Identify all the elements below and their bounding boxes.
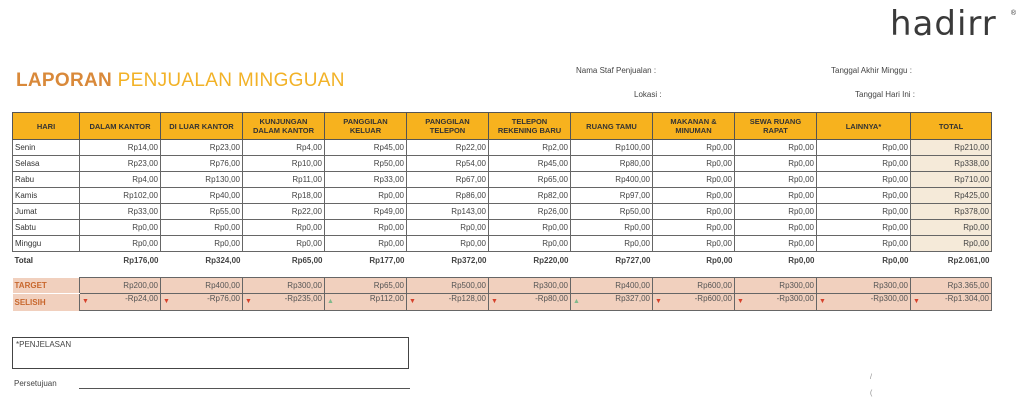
value-cell: Rp0,00	[653, 140, 735, 156]
value-cell: Rp11,00	[243, 172, 325, 188]
report-title	[16, 70, 345, 92]
approval-signature-line	[79, 388, 410, 389]
arrow-down-icon: ▼	[82, 298, 89, 305]
location-label: Lokasi :	[634, 90, 662, 99]
value-cell: Rp0,00	[817, 172, 911, 188]
target-cell: Rp300,00	[817, 278, 911, 294]
brand-logo	[890, 4, 1020, 44]
difference-cell	[325, 294, 407, 311]
value-cell: Rp0,00	[653, 236, 735, 252]
table-row	[13, 172, 992, 188]
target-cell: Rp500,00	[407, 278, 489, 294]
value-cell: Rp0,00	[407, 236, 489, 252]
row-total-cell: Rp378,00	[911, 204, 992, 220]
value-cell: Rp0,00	[653, 204, 735, 220]
target-cell: Rp400,00	[161, 278, 243, 294]
value-cell: Rp14,00	[80, 140, 161, 156]
row-total-cell: Rp710,00	[911, 172, 992, 188]
difference-value: -Rp300,00	[870, 294, 908, 303]
value-cell: Rp0,00	[817, 140, 911, 156]
value-cell: Rp0,00	[407, 220, 489, 236]
value-cell: Rp26,00	[489, 204, 571, 220]
total-cell: Rp0,00	[882, 256, 909, 266]
difference-value: Rp112,00	[369, 294, 404, 303]
difference-row	[13, 294, 992, 311]
value-cell: Rp0,00	[735, 220, 817, 236]
table-row	[13, 156, 992, 172]
edge-mark: /	[870, 374, 872, 381]
value-cell: Rp10,00	[243, 156, 325, 172]
difference-cell	[407, 294, 489, 311]
column-header: DALAM KANTOR	[80, 113, 161, 140]
row-total-cell: Rp0,00	[911, 220, 992, 236]
value-cell: Rp45,00	[489, 156, 571, 172]
value-cell: Rp0,00	[161, 236, 243, 252]
target-row	[13, 278, 992, 294]
value-cell: Rp0,00	[735, 140, 817, 156]
total-cell: Rp0,00	[788, 256, 815, 266]
day-cell: Jumat	[13, 204, 80, 220]
value-cell: Rp33,00	[80, 204, 161, 220]
table-row	[13, 204, 992, 220]
value-cell: Rp0,00	[653, 156, 735, 172]
value-cell: Rp0,00	[653, 188, 735, 204]
column-header: MAKANAN & MINUMAN	[653, 113, 735, 140]
arrow-up-icon: ▲	[573, 298, 580, 305]
row-total-cell: Rp0,00	[911, 236, 992, 252]
value-cell: Rp400,00	[571, 172, 653, 188]
value-cell: Rp0,00	[325, 220, 407, 236]
value-cell: Rp0,00	[817, 204, 911, 220]
value-cell: Rp45,00	[325, 140, 407, 156]
row-total-cell: Rp338,00	[911, 156, 992, 172]
difference-value: -Rp300,00	[776, 294, 814, 303]
difference-cell	[243, 294, 325, 311]
total-cell: Rp177,00	[369, 256, 405, 266]
value-cell: Rp0,00	[817, 220, 911, 236]
arrow-down-icon: ▼	[737, 298, 744, 305]
value-cell: Rp130,00	[161, 172, 243, 188]
target-cell: Rp3.365,00	[911, 278, 992, 294]
total-cell: Rp372,00	[451, 256, 487, 266]
value-cell: Rp50,00	[571, 204, 653, 220]
target-label: TARGET	[13, 278, 80, 294]
registered-mark: ®	[1010, 10, 1016, 17]
arrow-down-icon: ▼	[819, 298, 826, 305]
value-cell: Rp0,00	[653, 220, 735, 236]
sales-report-table	[12, 112, 992, 311]
brand-name: hadirr	[890, 4, 997, 44]
difference-value: -Rp600,00	[694, 294, 732, 303]
day-cell: Senin	[13, 140, 80, 156]
difference-cell	[911, 294, 992, 311]
value-cell: Rp55,00	[161, 204, 243, 220]
value-cell: Rp0,00	[735, 172, 817, 188]
report-title-light: PENJUALAN MINGGUAN	[117, 70, 345, 91]
day-cell: Rabu	[13, 172, 80, 188]
column-header: HARI	[13, 113, 80, 140]
total-cell: Rp727,00	[615, 256, 651, 266]
value-cell: Rp102,00	[80, 188, 161, 204]
difference-value: -Rp24,00	[125, 294, 158, 303]
value-cell: Rp80,00	[571, 156, 653, 172]
arrow-down-icon: ▼	[409, 298, 416, 305]
target-cell: Rp300,00	[489, 278, 571, 294]
total-cell: Rp2.061,00	[947, 256, 990, 266]
value-cell: Rp22,00	[243, 204, 325, 220]
total-cell: Rp176,00	[123, 256, 159, 266]
value-cell: Rp0,00	[817, 236, 911, 252]
difference-label: SELISIH	[13, 294, 80, 311]
column-header: TELEPON REKENING BARU	[489, 113, 571, 140]
day-cell: Kamis	[13, 188, 80, 204]
header-row	[13, 113, 992, 140]
target-cell: Rp200,00	[80, 278, 161, 294]
difference-cell	[80, 294, 161, 311]
total-label: Total	[14, 256, 34, 266]
difference-cell	[735, 294, 817, 311]
explanation-box[interactable]	[12, 337, 409, 369]
arrow-down-icon: ▼	[913, 298, 920, 305]
value-cell: Rp0,00	[735, 156, 817, 172]
difference-cell	[489, 294, 571, 311]
row-total-cell: Rp210,00	[911, 140, 992, 156]
target-cell: Rp65,00	[325, 278, 407, 294]
table-row	[13, 236, 992, 252]
week-end-date-label: Tanggal Akhir Minggu :	[831, 66, 912, 75]
value-cell: Rp82,00	[489, 188, 571, 204]
difference-value: -Rp128,00	[448, 294, 486, 303]
value-cell: Rp4,00	[243, 140, 325, 156]
difference-value: -Rp76,00	[207, 294, 240, 303]
value-cell: Rp0,00	[489, 236, 571, 252]
value-cell: Rp0,00	[489, 220, 571, 236]
value-cell: Rp0,00	[80, 236, 161, 252]
value-cell: Rp0,00	[735, 236, 817, 252]
difference-value: -Rp1.304,00	[944, 294, 989, 303]
table-row	[13, 188, 992, 204]
value-cell: Rp86,00	[407, 188, 489, 204]
table-row	[13, 220, 992, 236]
total-cell: Rp220,00	[533, 256, 569, 266]
difference-cell	[817, 294, 911, 311]
value-cell: Rp40,00	[161, 188, 243, 204]
difference-value: -Rp235,00	[284, 294, 322, 303]
approval-label: Persetujuan	[14, 379, 57, 388]
value-cell: Rp67,00	[407, 172, 489, 188]
difference-value: -Rp80,00	[535, 294, 568, 303]
value-cell: Rp22,00	[407, 140, 489, 156]
report-title-bold: LAPORAN	[16, 70, 113, 91]
total-cell: Rp0,00	[706, 256, 733, 266]
day-cell: Sabtu	[13, 220, 80, 236]
day-cell: Minggu	[13, 236, 80, 252]
value-cell: Rp0,00	[325, 236, 407, 252]
target-cell: Rp400,00	[571, 278, 653, 294]
arrow-down-icon: ▼	[163, 298, 170, 305]
column-header: PANGGILAN KELUAR	[325, 113, 407, 140]
difference-value: Rp327,00	[615, 294, 650, 303]
value-cell: Rp0,00	[243, 220, 325, 236]
column-header: KUNJUNGAN DALAM KANTOR	[243, 113, 325, 140]
day-cell: Selasa	[13, 156, 80, 172]
column-header: TOTAL	[911, 113, 992, 140]
edge-mark: (	[870, 390, 873, 397]
table-row	[13, 140, 992, 156]
value-cell: Rp0,00	[80, 220, 161, 236]
difference-cell	[571, 294, 653, 311]
arrow-up-icon: ▲	[327, 298, 334, 305]
staff-name-label: Nama Staf Penjualan :	[576, 66, 657, 75]
value-cell: Rp0,00	[571, 220, 653, 236]
target-cell: Rp300,00	[735, 278, 817, 294]
value-cell: Rp50,00	[325, 156, 407, 172]
total-row	[13, 252, 992, 270]
difference-cell	[161, 294, 243, 311]
value-cell: Rp23,00	[80, 156, 161, 172]
arrow-down-icon: ▼	[245, 298, 252, 305]
target-cell: Rp300,00	[243, 278, 325, 294]
value-cell: Rp76,00	[161, 156, 243, 172]
column-header: LAINNYA*	[817, 113, 911, 140]
value-cell: Rp2,00	[489, 140, 571, 156]
value-cell: Rp97,00	[571, 188, 653, 204]
column-header: RUANG TAMU	[571, 113, 653, 140]
value-cell: Rp0,00	[735, 204, 817, 220]
total-cell: Rp324,00	[205, 256, 241, 266]
value-cell: Rp0,00	[571, 236, 653, 252]
value-cell: Rp0,00	[653, 172, 735, 188]
value-cell: Rp0,00	[817, 156, 911, 172]
value-cell: Rp0,00	[243, 236, 325, 252]
value-cell: Rp23,00	[161, 140, 243, 156]
value-cell: Rp54,00	[407, 156, 489, 172]
value-cell: Rp65,00	[489, 172, 571, 188]
value-cell: Rp0,00	[817, 188, 911, 204]
column-header: SEWA RUANG RAPAT	[735, 113, 817, 140]
column-header: PANGGILAN TELEPON	[407, 113, 489, 140]
arrow-down-icon: ▼	[655, 298, 662, 305]
value-cell: Rp100,00	[571, 140, 653, 156]
today-date-label: Tanggal Hari Ini :	[855, 90, 916, 99]
value-cell: Rp143,00	[407, 204, 489, 220]
target-cell: Rp600,00	[653, 278, 735, 294]
value-cell: Rp0,00	[161, 220, 243, 236]
total-cell: Rp65,00	[291, 256, 323, 266]
value-cell: Rp33,00	[325, 172, 407, 188]
explanation-label: *PENJELASAN	[16, 340, 72, 349]
value-cell: Rp0,00	[735, 188, 817, 204]
value-cell: Rp18,00	[243, 188, 325, 204]
arrow-down-icon: ▼	[491, 298, 498, 305]
value-cell: Rp4,00	[80, 172, 161, 188]
difference-cell	[653, 294, 735, 311]
value-cell: Rp49,00	[325, 204, 407, 220]
column-header: DI LUAR KANTOR	[161, 113, 243, 140]
row-total-cell: Rp425,00	[911, 188, 992, 204]
value-cell: Rp0,00	[325, 188, 407, 204]
